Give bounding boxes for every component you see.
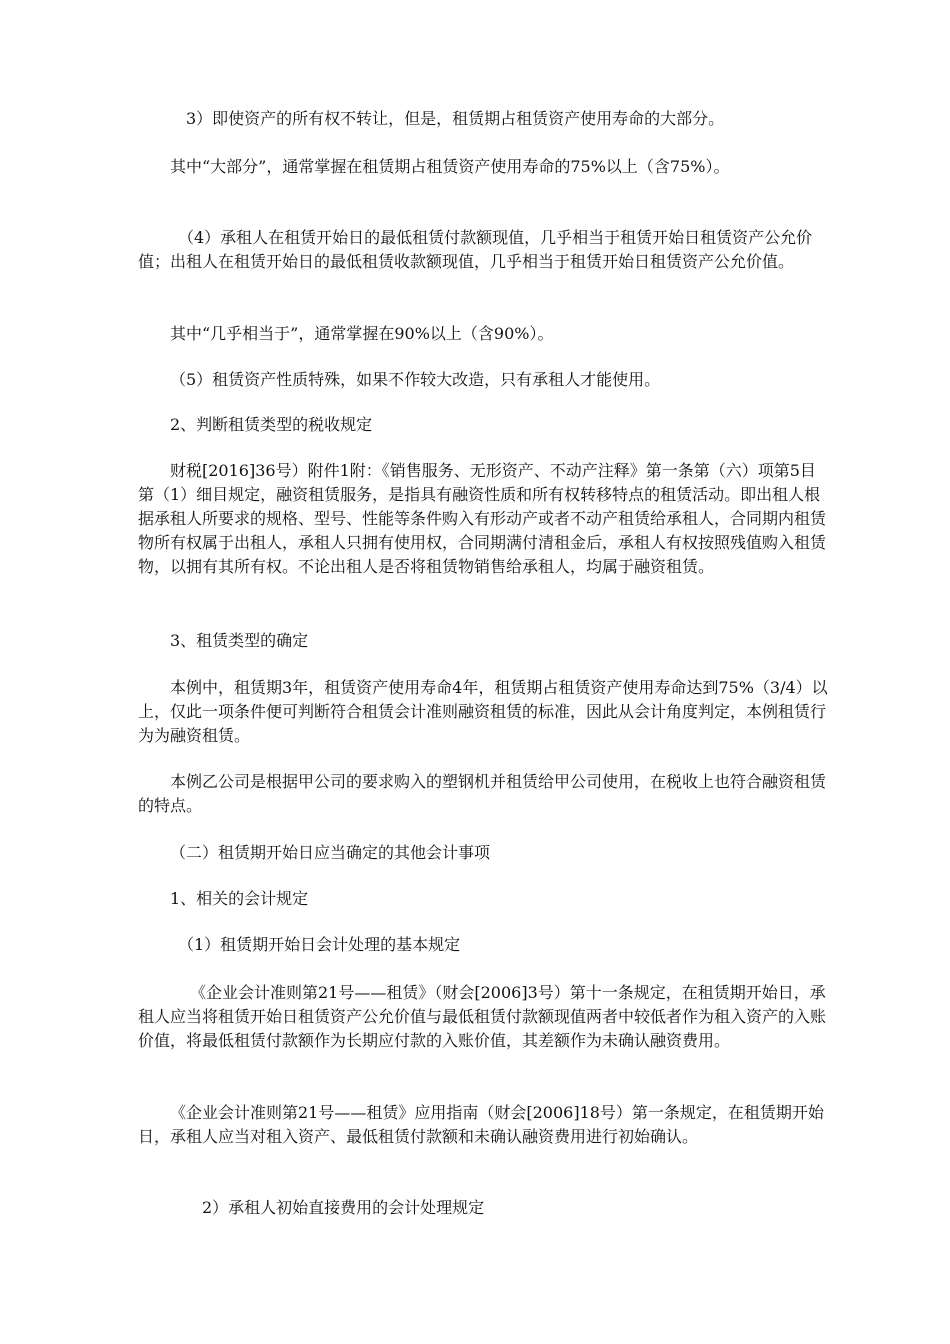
paragraph-11: （二）租赁期开始日应当确定的其他会计事项 [170, 843, 491, 862]
paragraph-4: 其中“几乎相当于”，通常掌握在90%以上（含90%）。 [170, 324, 554, 343]
paragraph-16: 2）承租人初始直接费用的会计处理规定 [202, 1198, 485, 1217]
paragraph-15: 《企业会计准则第21号——租赁》应用指南（财会[2006]18号）第一条规定，在租赁期开始日，承租人应当对租入资产、最低租赁付款额和未确认融资费用进行初始确认。 [138, 1103, 824, 1146]
paragraph-1: 3）即使资产的所有权不转让，但是，租赁期占租赁资产使用寿命的大部分。 [186, 109, 725, 128]
paragraph-12: 1、相关的会计规定 [170, 889, 309, 908]
paragraph-14: 《企业会计准则第21号——租赁》（财会[2006]3号）第十一条规定，在租赁期开始日，承租人应当将租赁开始日租赁资产公允价值与最低租赁付款额现值两者中较低者作为租入资产的入账价值，将最低租赁付款额作为长期应付款的入账价值，其差额作为未确认融资费用。 [138, 983, 827, 1050]
paragraph-6: 2、判断租赁类型的税收规定 [170, 415, 373, 434]
paragraph-13: （1）租赁期开始日会计处理的基本规定 [178, 935, 461, 954]
paragraph-3: （4）承租人在租赁开始日的最低租赁付款额现值，几乎相当于租赁开始日租赁资产公允价值；出租人在租赁开始日的最低租赁收款额现值，几乎相当于租赁开始日租赁资产公允价值。 [138, 228, 813, 271]
paragraph-2: 其中“大部分”，通常掌握在租赁期占租赁资产使用寿命的75%以上（含75%）。 [170, 157, 730, 176]
paragraph-10: 本例乙公司是根据甲公司的要求购入的塑钢机并租赁给甲公司使用，在税收上也符合融资租赁的特点。 [138, 772, 827, 815]
paragraph-9: 本例中，租赁期3年，租赁资产使用寿命4年，租赁期占租赁资产使用寿命达到75%（3/4）以上，仅此一项条件便可判断符合租赁会计准则融资租赁的标准，因此从会计角度判定，本例租赁行为为融资租赁。 [138, 678, 828, 745]
paragraph-5: （5）租赁资产性质特殊，如果不作较大改造，只有承租人才能使用。 [170, 370, 661, 389]
paragraph-7: 财税[2016]36号）附件1附：《销售服务、无形资产、不动产注释》第一条第（六）项第5目第（1）细目规定，融资租赁服务，是指具有融资性质和所有权转移特点的租赁活动。即出租人根据承租人所要求的规格、型号、性能等条件购入有形动产或者不动产租赁给承租人，合同期内租赁物所有权属于出租人，承租人只拥有使用权，合同期满付清租金后，承租人有权按照残值购入租赁物，以拥有其所有权。不论出租人是否将租赁物销售给承租人，均属于融资租赁。 [138, 461, 827, 576]
paragraph-8: 3、租赁类型的确定 [170, 631, 309, 650]
